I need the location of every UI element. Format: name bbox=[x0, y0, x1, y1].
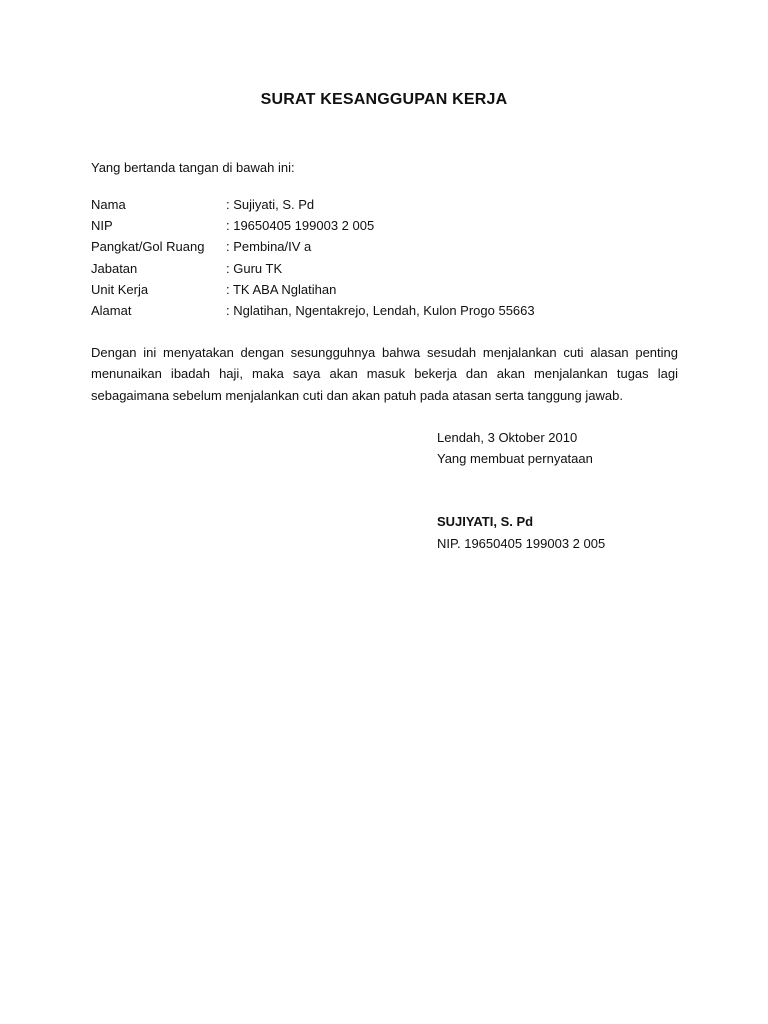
statement-paragraph: Dengan ini menyatakan dengan sesungguhnya bahwa sesudah menjalankan cuti alasan penting menunaikan ibadah haji, maka saya akan masuk bekerja dan akan menjalankan tugas lagi sebagaimana sebelum menjalankan cuti dan akan patuh pada atasan serta tanggung jawab. bbox=[91, 345, 678, 403]
field-row-nip bbox=[91, 215, 535, 236]
field-value: : Pembina/IV a bbox=[226, 239, 312, 255]
signature-space bbox=[437, 469, 605, 511]
field-value: : Guru TK bbox=[226, 260, 283, 276]
signer-role: Yang membuat pernyataan bbox=[437, 451, 593, 467]
intro-text: Yang bertanda tangan di bawah ini: bbox=[91, 160, 295, 175]
signature-block bbox=[437, 427, 605, 554]
field-row-nama bbox=[91, 194, 535, 215]
field-value: : TK ABA Nglatihan bbox=[226, 281, 337, 297]
field-row-alamat bbox=[91, 300, 535, 321]
field-value: : 19650405 199003 2 005 bbox=[226, 218, 375, 234]
field-label: Jabatan bbox=[91, 260, 138, 276]
field-label: NIP bbox=[91, 218, 113, 234]
field-label: Nama bbox=[91, 197, 126, 212]
field-label: Unit Kerja bbox=[91, 281, 149, 297]
field-value: : Sujiyati, S. Pd bbox=[226, 197, 315, 212]
field-row-unit-kerja bbox=[91, 279, 535, 300]
field-row-pangkat bbox=[91, 236, 535, 257]
document-title: SURAT KESANGGUPAN KERJA bbox=[260, 91, 508, 108]
field-label: Alamat bbox=[91, 302, 132, 318]
field-row-jabatan bbox=[91, 258, 535, 279]
field-label: Pangkat/Gol Ruang bbox=[91, 239, 205, 255]
signer-name: SUJIYATI, S. Pd bbox=[437, 514, 534, 530]
field-value: : Nglatihan, Ngentakrejo, Lendah, Kulon Progo 55663 bbox=[226, 302, 535, 318]
place-date: Lendah, 3 Oktober 2010 bbox=[437, 430, 578, 445]
signer-nip: NIP. 19650405 199003 2 005 bbox=[437, 535, 606, 551]
identity-fields bbox=[91, 194, 535, 321]
